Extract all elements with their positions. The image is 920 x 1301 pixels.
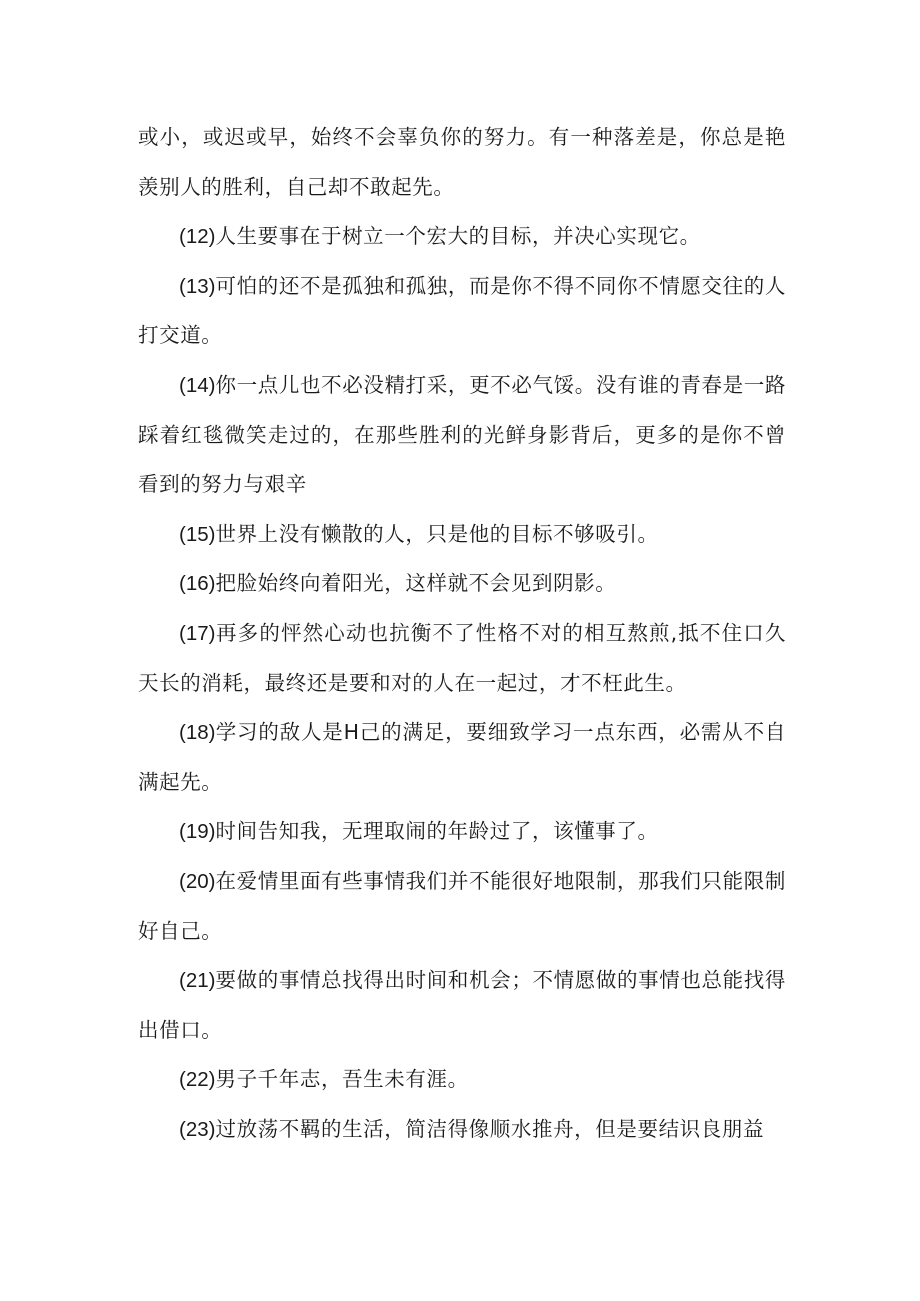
paragraph-number: (15) xyxy=(179,522,216,546)
paragraph-number: (21) xyxy=(179,969,216,993)
paragraph-19 xyxy=(138,807,786,857)
paragraph-15 xyxy=(138,510,786,560)
paragraph-text: 要做的事情总找得出时间和机会；不情愿做的事情也总能找得出借口。 xyxy=(138,968,786,1042)
paragraph-number: (23) xyxy=(179,1117,216,1141)
paragraph-text: 人生要事在于树立一个宏大的目标，并决心实现它。 xyxy=(215,224,701,249)
paragraph-number: (19) xyxy=(179,820,216,844)
paragraph-text: 在爱情里面有些事情我们并不能很好地限制，那我们只能限制好自己。 xyxy=(138,868,786,943)
paragraph-text: 学习的敌人是H己的满足，要细致学习一点东西，必需从不自满起先。 xyxy=(138,720,786,794)
paragraph-18 xyxy=(138,708,786,807)
paragraph-23 xyxy=(138,1105,786,1155)
paragraph-number: (13) xyxy=(179,274,216,298)
paragraph-22 xyxy=(138,1055,786,1105)
paragraph-number: (12) xyxy=(179,225,216,249)
paragraph-text: 或小，或迟或早，始终不会辜负你的努力。有一种落差是，你总是艳羡别人的胜利，自己却不敢起先。 xyxy=(138,125,786,199)
paragraph-number: (22) xyxy=(179,1068,216,1092)
paragraph-20 xyxy=(138,857,786,956)
paragraph-17 xyxy=(138,609,786,708)
paragraph-text: 男子千年志，吾生未有涯。 xyxy=(215,1067,469,1092)
paragraph-continuation xyxy=(138,113,786,212)
paragraph-21 xyxy=(138,956,786,1055)
paragraph-number: (17) xyxy=(179,621,216,645)
paragraph-number: (20) xyxy=(179,869,216,893)
paragraph-number: (18) xyxy=(179,721,216,745)
document-body xyxy=(138,113,786,1154)
paragraph-number: (16) xyxy=(179,572,216,596)
paragraph-text: 可怕的还不是孤独和孤独，而是你不得不同你不情愿交往的人打交道。 xyxy=(138,273,786,348)
paragraph-12 xyxy=(138,212,786,262)
paragraph-14 xyxy=(138,361,786,510)
paragraph-16 xyxy=(138,559,786,609)
paragraph-text: 你一点儿也不必没精打采，更不必气馁。没有谁的青春是一路踩着红毯微笑走过的，在那些胜利的光鲜身影背后，更多的是你不曾看到的努力与艰辛 xyxy=(138,372,786,497)
paragraph-13 xyxy=(138,262,786,361)
paragraph-text: 把脸始终向着阳光，这样就不会见到阴影。 xyxy=(215,571,617,596)
paragraph-text: 过放荡不羁的生活，简洁得像顺水推舟，但是要结识良朋益 xyxy=(215,1116,765,1141)
paragraph-text: 世界上没有懒散的人，只是他的目标不够吸引。 xyxy=(215,521,659,546)
paragraph-text: 时间告知我，无理取闹的年龄过了，该懂事了。 xyxy=(215,819,659,844)
paragraph-text: 再多的怦然心动也抗衡不了性格不对的相互熬煎,抵不住口久天长的消耗，最终还是要和对的人在一起过，才不枉此生。 xyxy=(138,620,786,695)
paragraph-number: (14) xyxy=(179,373,216,397)
